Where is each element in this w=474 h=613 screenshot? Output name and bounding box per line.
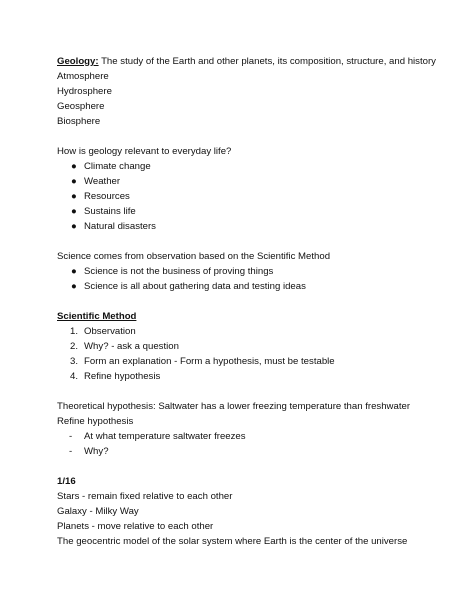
bullet-icon: ● xyxy=(71,281,77,292)
note-line: Planets - move relative to each other xyxy=(57,521,214,532)
method-step: Why? - ask a question xyxy=(84,341,179,352)
note-line: The geocentric model of the solar system where Earth is the center of the universe xyxy=(57,536,408,547)
list-item: Natural disasters xyxy=(84,221,156,232)
list-item: Sustains life xyxy=(84,206,136,217)
list-item: At what temperature saltwater freezes xyxy=(84,431,246,442)
dash-icon: - xyxy=(69,446,73,457)
bullet-icon: ● xyxy=(71,221,77,232)
list-number: 2. xyxy=(69,341,78,352)
note-line: Galaxy - Milky Way xyxy=(57,506,139,517)
bullet-icon: ● xyxy=(71,206,77,217)
geology-heading: Geology: xyxy=(57,56,99,67)
list-item: Resources xyxy=(84,191,130,202)
refine-hypothesis: Refine hypothesis xyxy=(57,416,134,427)
list-number: 3. xyxy=(69,356,78,367)
sphere-item: Biosphere xyxy=(57,116,101,127)
note-line: Stars - remain fixed relative to each other xyxy=(57,491,233,502)
bullet-icon: ● xyxy=(71,266,77,277)
list-number: 1. xyxy=(69,326,78,337)
geology-definition-line xyxy=(57,56,436,68)
method-step: Observation xyxy=(84,326,136,337)
method-step: Form an explanation - Form a hypothesis, must be testable xyxy=(84,356,335,367)
list-item: Weather xyxy=(84,176,121,187)
relevance-question: How is geology relevant to everyday life? xyxy=(57,146,232,157)
list-item: Climate change xyxy=(84,161,151,172)
list-item: Why? xyxy=(84,446,109,457)
list-item: Science is all about gathering data and testing ideas xyxy=(84,281,306,292)
bullet-icon: ● xyxy=(71,161,77,172)
scientific-method-heading: Scientific Method xyxy=(57,311,137,322)
science-statement: Science comes from observation based on the Scientific Method xyxy=(57,251,331,262)
theoretical-hypothesis: Theoretical hypothesis: Saltwater has a lower freezing temperature than freshwater xyxy=(57,401,411,412)
geology-definition: The study of the Earth and other planets, its composition, structure, and history xyxy=(98,56,436,67)
sphere-item: Geosphere xyxy=(57,101,105,112)
sphere-item: Hydrosphere xyxy=(57,86,112,97)
method-step: Refine hypothesis xyxy=(84,371,161,382)
bullet-icon: ● xyxy=(71,176,77,187)
list-number: 4. xyxy=(69,371,78,382)
dash-icon: - xyxy=(69,431,73,442)
sphere-item: Atmosphere xyxy=(57,71,109,82)
date-heading: 1/16 xyxy=(57,476,76,487)
list-item: Science is not the business of proving things xyxy=(84,266,274,277)
bullet-icon: ● xyxy=(71,191,77,202)
